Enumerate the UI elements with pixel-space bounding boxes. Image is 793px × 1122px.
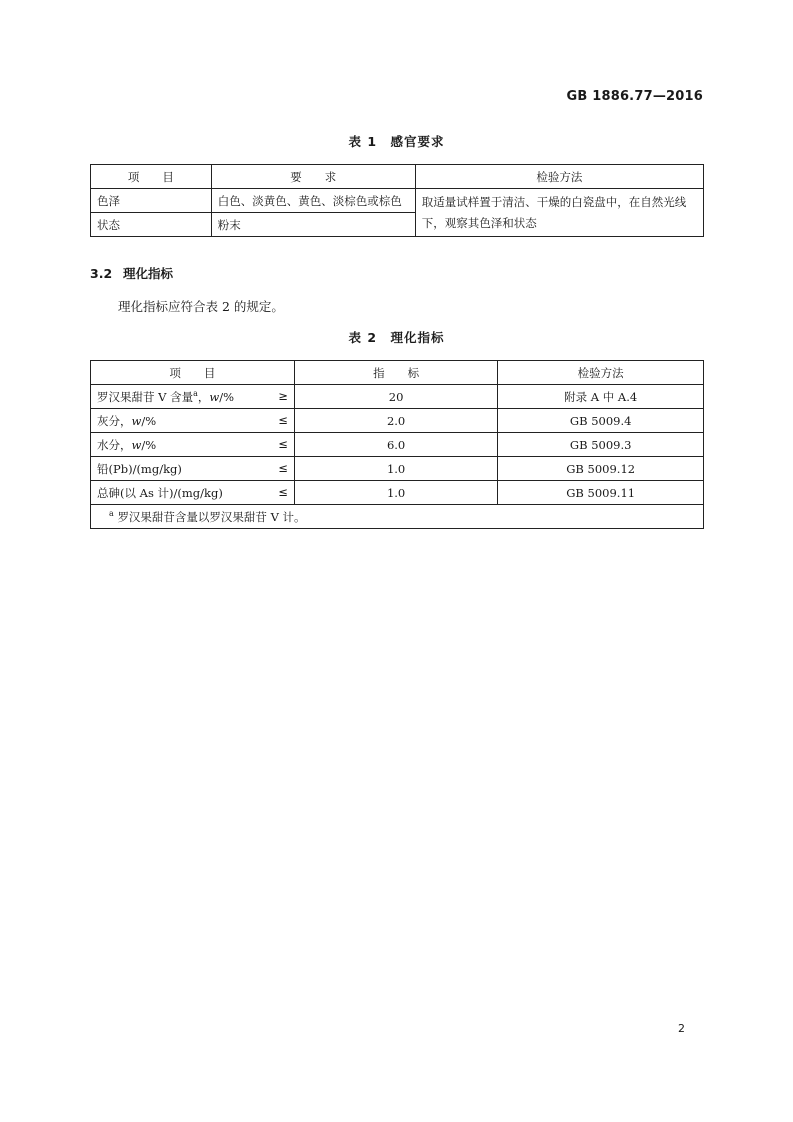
standard-code: GB 1886.77—2016 (566, 89, 703, 104)
comparison-symbol: ≤ (278, 460, 288, 475)
table1-header-method: 检验方法 (415, 165, 703, 189)
item-unit: ，w/% (197, 389, 235, 404)
comparison-symbol: ≤ (278, 412, 288, 427)
table2-header-row (91, 361, 704, 385)
table1-sensory-requirements (90, 164, 704, 237)
table2-header-item: 项 目 (91, 361, 295, 385)
table1-cell-item: 状态 (91, 213, 212, 237)
table1-cell-requirement: 白色、淡黄色、黄色、淡棕色或棕色 (211, 189, 415, 213)
table2-cell-item (91, 457, 295, 481)
table1-cell-item: 色泽 (91, 189, 212, 213)
item-name: 总砷(以 As 计)/(mg/kg) (97, 485, 223, 500)
table2-cell-value: 1.0 (294, 481, 498, 505)
table2-header-method: 检验方法 (498, 361, 704, 385)
table1-header-row (91, 165, 704, 189)
item-name: 灰分 (97, 413, 120, 428)
table1-cell-requirement: 粉末 (211, 213, 415, 237)
table2-footnote (91, 505, 704, 529)
table2-cell-method: GB 5009.3 (498, 433, 704, 457)
table2-cell-item (91, 481, 295, 505)
table2-caption: 表 2 理化指标 (348, 330, 445, 345)
table1-cell-method: 取适量试样置于清洁、干燥的白瓷盘中，在自然光线下，观察其色泽和状态 (415, 189, 703, 237)
table-row (91, 409, 704, 433)
table1-caption: 表 1 感官要求 (348, 134, 445, 149)
table2-cell-item (91, 409, 295, 433)
table2-cell-method: GB 5009.12 (498, 457, 704, 481)
footnote-text: 罗汉果甜苷含量以罗汉果甜苷 V 计。 (117, 509, 306, 524)
item-unit: ，w/% (120, 437, 157, 452)
item-name: 罗汉果甜苷 V 含量 (97, 389, 194, 404)
table1-header-requirement: 要 求 (211, 165, 415, 189)
section-title: 理化指标 (123, 266, 174, 281)
table-row (91, 433, 704, 457)
table2-cell-value: 6.0 (294, 433, 498, 457)
table-row (91, 481, 704, 505)
section-number: 3.2 (90, 266, 113, 281)
table1-header-item: 项 目 (91, 165, 212, 189)
table2-cell-value: 2.0 (294, 409, 498, 433)
item-name: 水分 (97, 437, 120, 452)
table2-cell-method: GB 5009.11 (498, 481, 704, 505)
table-row (91, 189, 704, 213)
table-row (91, 385, 704, 409)
comparison-symbol: ≤ (278, 484, 288, 499)
comparison-symbol: ≤ (278, 436, 288, 451)
item-name: 铅(Pb)/(mg/kg) (97, 461, 182, 476)
table2-cell-value: 1.0 (294, 457, 498, 481)
table2-cell-item (91, 385, 295, 409)
footnote-mark: a (193, 388, 198, 398)
table2-physicochemical-indicators (90, 360, 704, 529)
footnote-mark: a (109, 508, 114, 518)
section-paragraph: 理化指标应符合表 2 的规定。 (118, 299, 284, 314)
item-unit: ，w/% (120, 413, 157, 428)
table2-footnote-row (91, 505, 704, 529)
table2-header-indicator: 指 标 (294, 361, 498, 385)
table-row (91, 457, 704, 481)
table2-cell-value: 20 (294, 385, 498, 409)
table2-cell-method: 附录 A 中 A.4 (498, 385, 704, 409)
section-heading (90, 264, 173, 282)
page-number: 2 (678, 1022, 685, 1035)
table2-cell-item (91, 433, 295, 457)
comparison-symbol: ≥ (278, 388, 288, 403)
table2-cell-method: GB 5009.4 (498, 409, 704, 433)
